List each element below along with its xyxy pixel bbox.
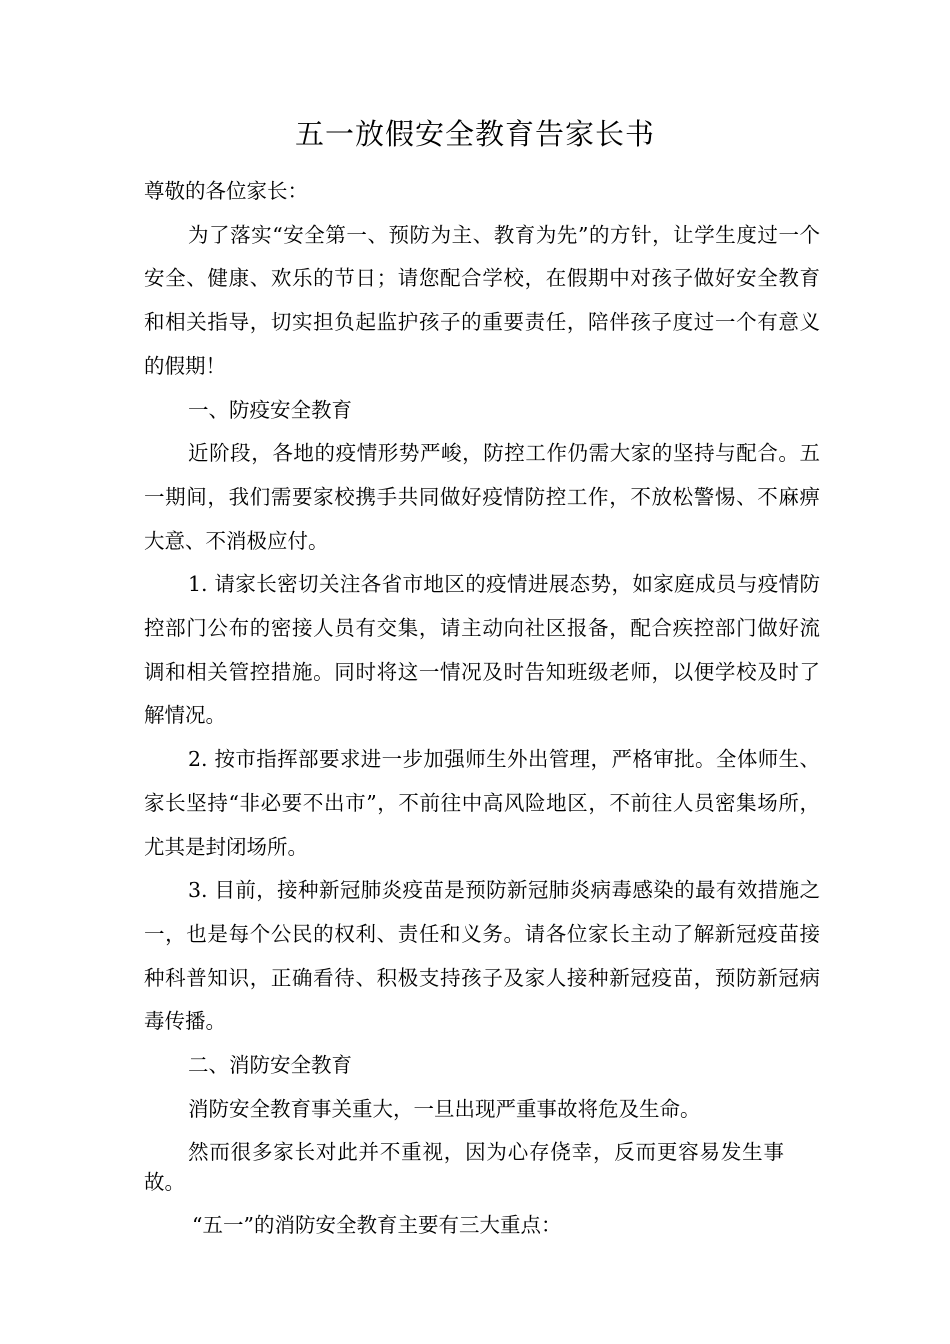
fire-paragraph-2: 然而很多家长对此并不重视，因为心存侥幸，反而更容易发生事故。 bbox=[144, 1140, 784, 1195]
epidemic-item-2: 2. 按市指挥部要求进一步加强师生外出管理，严格审批。全体师生、家长坚持“非必要不出市”，不前往中高风险地区，不前往人员密集场所，尤其是封闭场所。 bbox=[144, 747, 820, 859]
salutation: 尊敬的各位家长： bbox=[144, 179, 308, 203]
document-title: 五一放假安全教育告家长书 bbox=[294, 117, 655, 151]
epidemic-item-1: 1. 请家长密切关注各省市地区的疫情进展态势，如家庭成员与疫情防控部门公布的密接人员有交集，请主动向社区报备，配合疾控部门做好流调和相关管控措施。同时将这一情况及时告知班级老师，以便学校及时了解情况。 bbox=[144, 572, 820, 728]
section-heading-epidemic: 一、防疫安全教育 bbox=[188, 397, 352, 422]
intro-paragraph: 为了落实“安全第一、预防为主、教育为先”的方针，让学生度过一个安全、健康、欢乐的节日；请您配合学校，在假期中对孩子做好安全教育和相关指导，切实担负起监护孩子的重要责任，陪伴孩子度过一个有意义的假期！ bbox=[144, 222, 820, 378]
document-body bbox=[144, 170, 820, 1248]
fire-paragraph-1: 消防安全教育事关重大，一旦出现严重事故将危及生命。 bbox=[188, 1096, 701, 1121]
fire-paragraph-3: “五一”的消防安全教育主要有三大重点： bbox=[192, 1213, 562, 1238]
section-heading-fire: 二、消防安全教育 bbox=[188, 1053, 352, 1078]
epidemic-paragraph: 近阶段，各地的疫情形势严峻，防控工作仍需大家的坚持与配合。五一期间，我们需要家校携手共同做好疫情防控工作，不放松警惕、不麻痹大意、不消极应付。 bbox=[144, 441, 820, 553]
epidemic-item-3: 3. 目前，接种新冠肺炎疫苗是预防新冠肺炎病毒感染的最有效措施之一，也是每个公民的权利、责任和义务。请各位家长主动了解新冠疫苗接种科普知识，正确看待、积极支持孩子及家人接种新冠疫苗，预防新冠病毒传播。 bbox=[144, 878, 820, 1034]
